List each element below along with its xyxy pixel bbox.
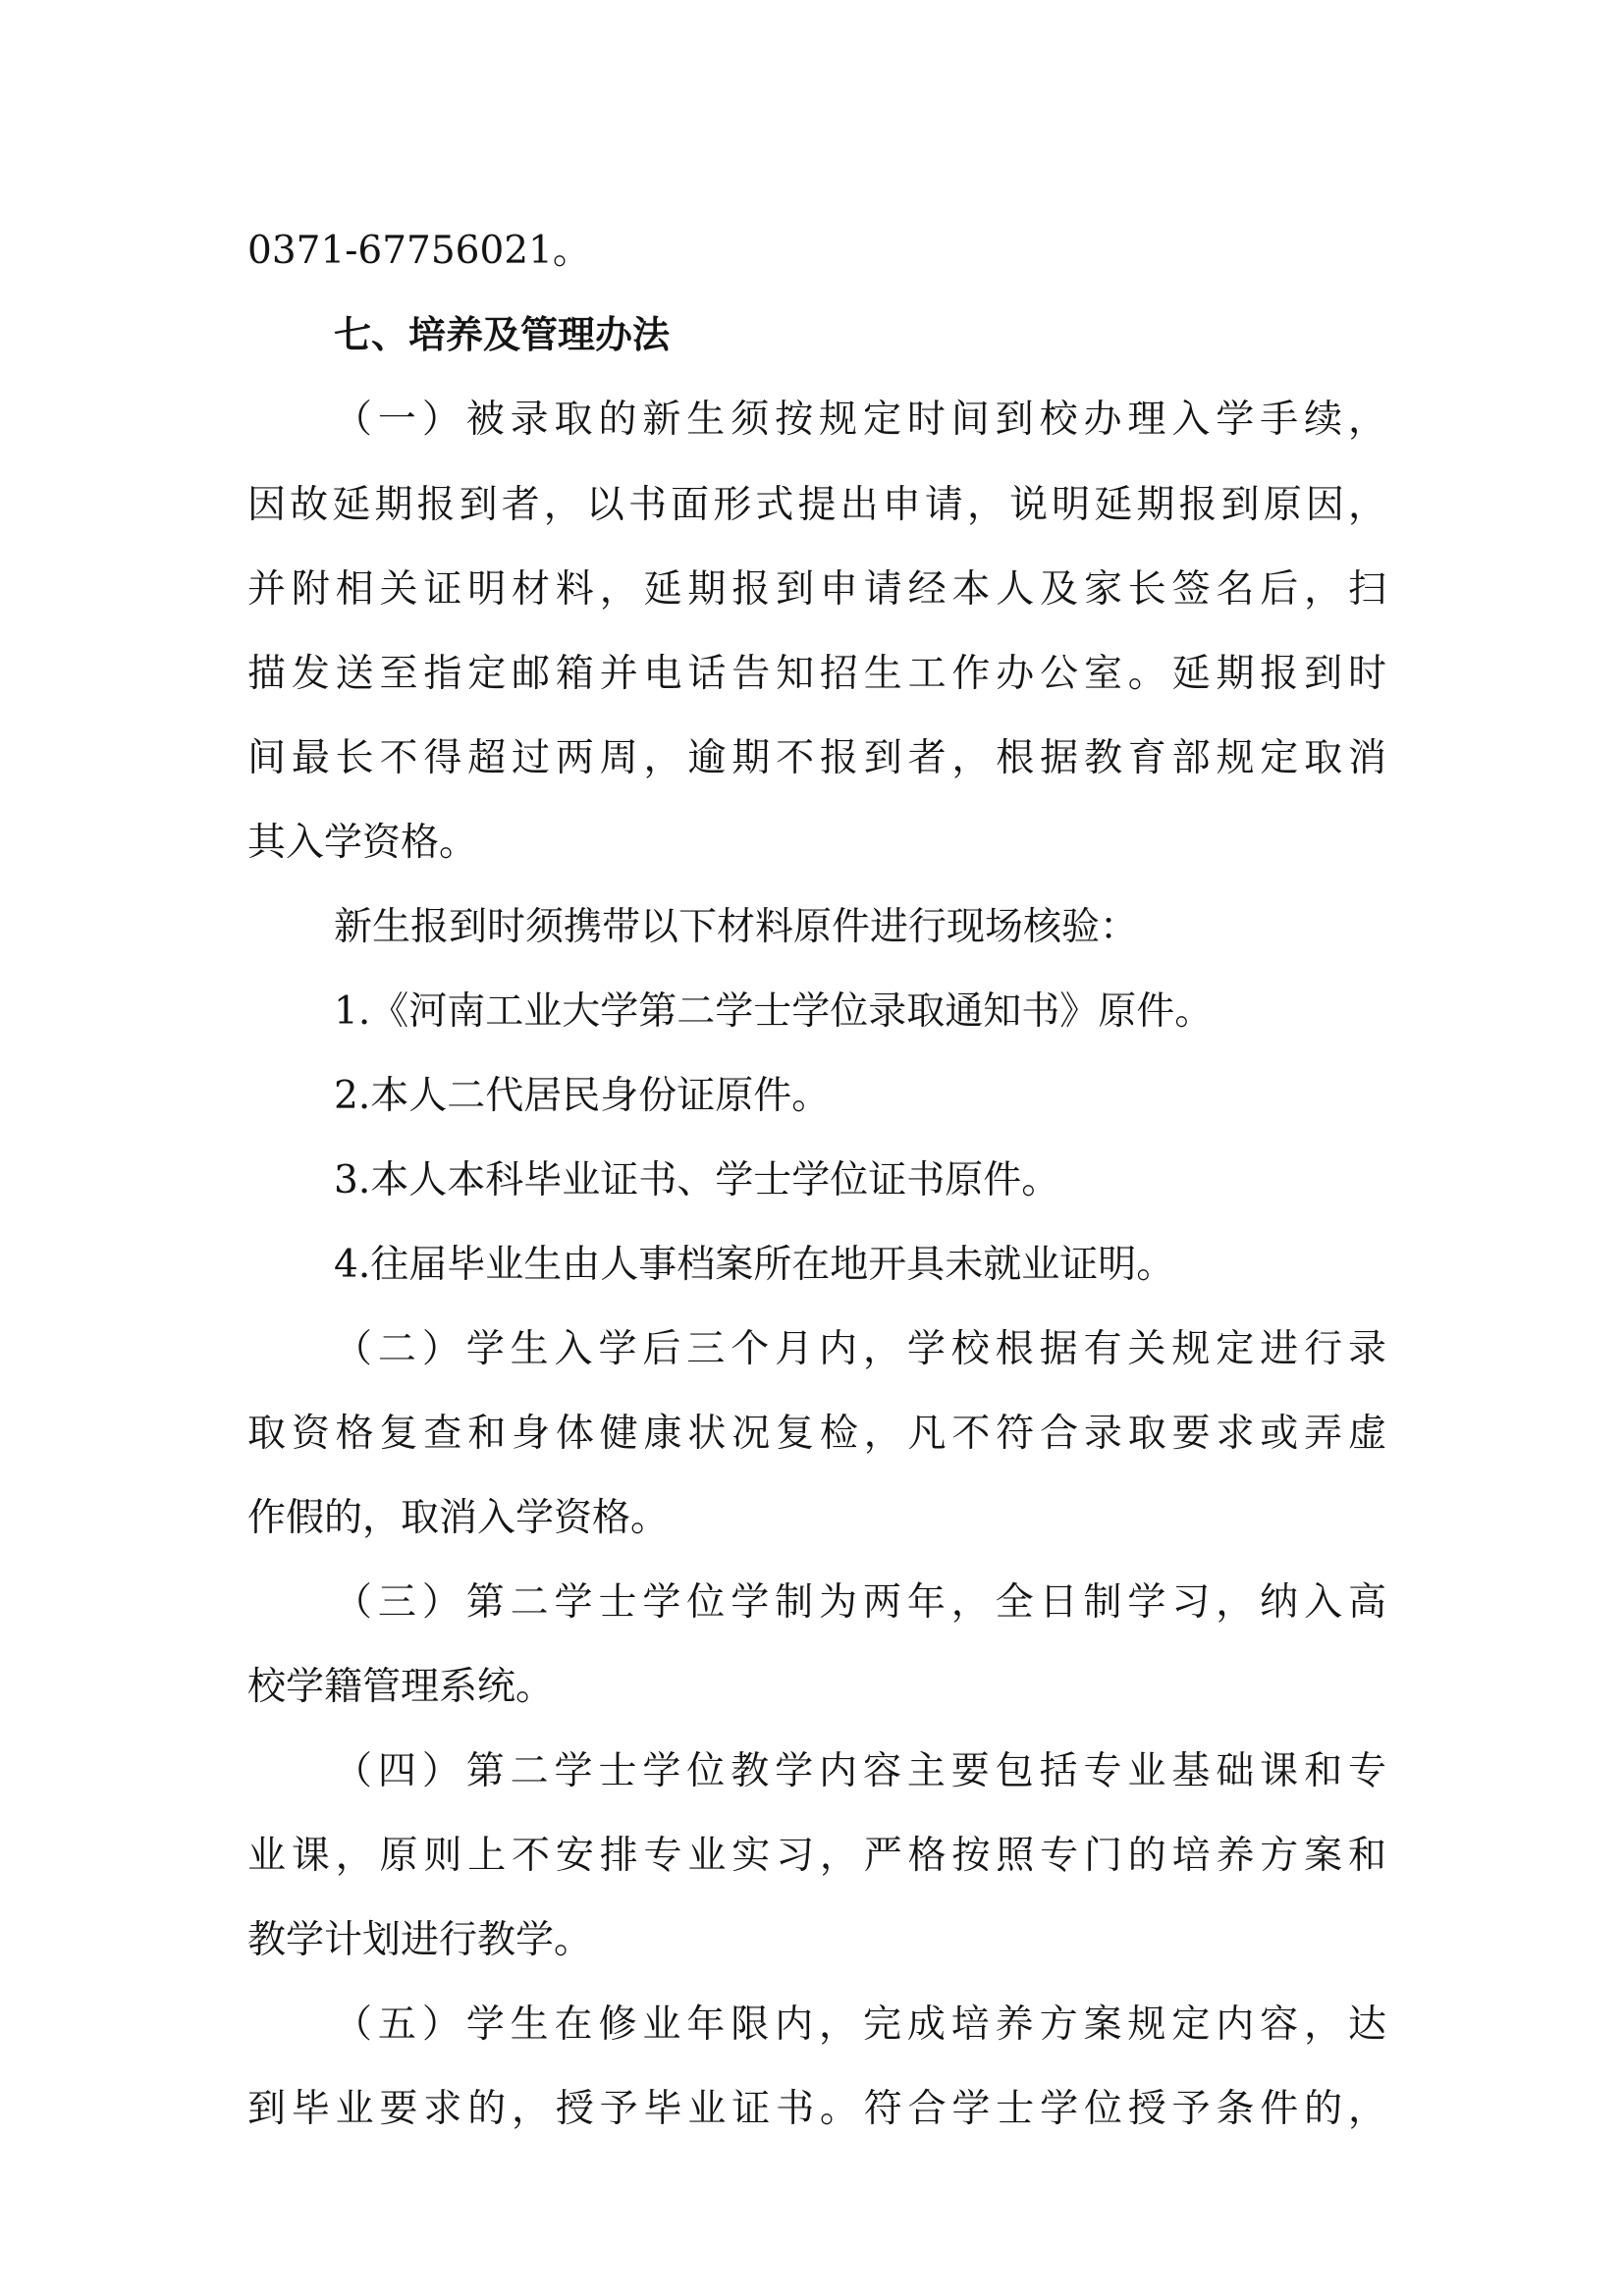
paragraph-1-line-4: 描发送至指定邮箱并电话告知招生工作办公室。延期报到时 (247, 652, 1386, 696)
paragraph-1-line-6: 其入学资格。 (247, 821, 478, 865)
paragraph-4-line-1: （四）第二学士学位教学内容主要包括专业基础课和专 (334, 1749, 1386, 1793)
paragraph-4-line-2: 业课，原则上不安排专业实习，严格按照专门的培养方案和 (247, 1834, 1386, 1878)
section-heading: 七、培养及管理办法 (334, 313, 671, 356)
paragraph-2-line-2: 取资格复查和身体健康状况复检，凡不符合录取要求或弄虚 (247, 1412, 1386, 1456)
paragraph-3-line-2: 校学籍管理系统。 (247, 1665, 555, 1709)
materials-intro: 新生报到时须携带以下材料原件进行现场核验： (334, 905, 1139, 949)
material-item-2: 2.本人二代居民身份证原件。 (334, 1074, 831, 1118)
paragraph-1-line-2: 因故延期报到者，以书面形式提出申请，说明延期报到原因， (247, 483, 1386, 527)
paragraph-1-line-1: （一）被录取的新生须按规定时间到校办理入学手续， (334, 398, 1386, 442)
paragraph-4-line-3: 教学计划进行教学。 (247, 1918, 593, 1962)
material-item-3: 3.本人本科毕业证书、学士学位证书原件。 (334, 1158, 1060, 1202)
paragraph-1-line-5: 间最长不得超过两周，逾期不报到者，根据教育部规定取消 (247, 736, 1386, 780)
material-item-1: 1.《河南工业大学第二学士学位录取通知书》原件。 (334, 989, 1214, 1034)
material-item-4: 4.往届毕业生由人事档案所在地开具未就业证明。 (334, 1243, 1175, 1287)
paragraph-1-line-3: 并附相关证明材料，延期报到申请经本人及家长签名后，扫 (247, 567, 1386, 612)
phone-number-line: 0371-67756021。 (247, 229, 591, 273)
paragraph-2-line-1: （二）学生入学后三个月内，学校根据有关规定进行录 (334, 1327, 1386, 1371)
paragraph-5-line-1: （五）学生在修业年限内，完成培养方案规定内容，达 (334, 2002, 1386, 2047)
paragraph-2-line-3: 作假的，取消入学资格。 (247, 1496, 670, 1540)
paragraph-5-line-2: 到毕业要求的，授予毕业证书。符合学士学位授予条件的， (247, 2087, 1386, 2131)
paragraph-3-line-1: （三）第二学士学位学制为两年，全日制学习，纳入高 (334, 1580, 1386, 1625)
